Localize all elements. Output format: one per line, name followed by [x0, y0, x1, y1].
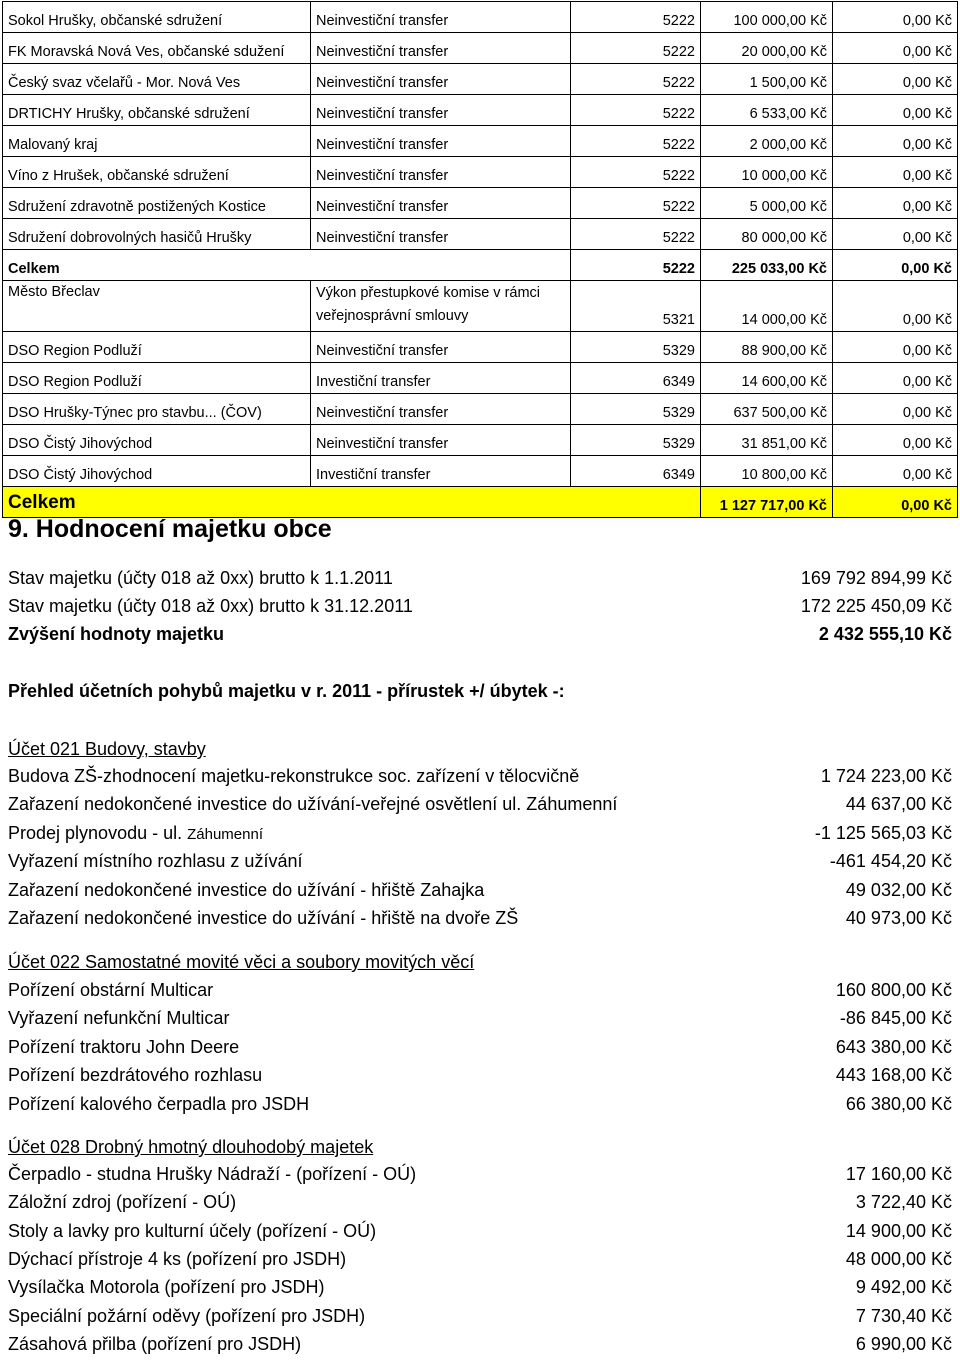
item-code-cell: 5329: [571, 394, 701, 425]
item-value: 6 990,00 Kč: [855, 1333, 952, 1354]
item-code-cell: 5222: [571, 33, 701, 64]
subtotal-code: 5222: [571, 250, 701, 281]
item-value: 66 380,00 Kč: [845, 1093, 952, 1114]
item-label: Vysílačka Motorola (pořízení pro JSDH): [8, 1277, 325, 1298]
transfer-type-cell: Neinvestiční transfer: [311, 219, 571, 250]
amount-cell: 2 000,00 Kč: [701, 126, 833, 157]
transfer-type-cell: [311, 281, 571, 332]
recipient-cell: Město Břeclav: [3, 281, 311, 332]
item-value: 9 492,00 Kč: [855, 1277, 952, 1298]
table-row: [3, 332, 958, 363]
item-code-cell: 6349: [571, 456, 701, 487]
item-value: 3 722,40 Kč: [855, 1192, 952, 1213]
amount-cell: 88 900,00 Kč: [701, 332, 833, 363]
list-item: [8, 766, 952, 794]
item-label: Budova ZŠ-zhodnocení majetku-rekonstrukce soc. zařízení v tělocvičně: [8, 766, 580, 786]
amount-cell: 14 000,00 Kč: [701, 281, 833, 332]
zero-amount-cell: 0,00 Kč: [833, 394, 958, 425]
item-value: 49 032,00 Kč: [845, 879, 952, 900]
table-row: [3, 394, 958, 425]
item-code-cell: 5222: [571, 95, 701, 126]
transfer-type-line: veřejnosprávní smlouvy: [316, 308, 469, 324]
item-code-cell: 5329: [571, 332, 701, 363]
amount-cell: 637 500,00 Kč: [701, 394, 833, 425]
transfer-type-cell: Investiční transfer: [311, 363, 571, 394]
recipient-cell: Víno z Hrušek, občanské sdružení: [3, 157, 311, 188]
zero-amount-cell: 0,00 Kč: [833, 95, 958, 126]
transfer-type-cell: Neinvestiční transfer: [311, 394, 571, 425]
zero-amount-cell: 0,00 Kč: [833, 2, 958, 33]
item-value: 14 900,00 Kč: [845, 1220, 952, 1241]
item-label: Stoly a lavky pro kulturní účely (pořízení - OÚ): [8, 1220, 377, 1241]
account-028-title: Účet 028 Drobný hmotný dlouhodobý majetek: [8, 1137, 374, 1157]
transfer-type-cell: Neinvestiční transfer: [311, 425, 571, 456]
transfer-type-cell: Investiční transfer: [311, 456, 571, 487]
zero-amount-cell: 0,00 Kč: [833, 456, 958, 487]
item-value: 17 160,00 Kč: [845, 1164, 952, 1184]
item-value: 643 380,00 Kč: [835, 1036, 952, 1057]
item-label-part: Prodej plynovodu - ul.: [8, 822, 188, 843]
asset-state-start: Stav majetku (účty 018 až 0xx) brutto k 1.1.2011 169 792 894,99 Kč: [8, 568, 952, 588]
amount-cell: 20 000,00 Kč: [701, 33, 833, 64]
item-code-cell: 6349: [571, 363, 701, 394]
transfer-type-cell: Neinvestiční transfer: [311, 157, 571, 188]
list-item: [8, 1164, 952, 1192]
table-row: [3, 64, 958, 95]
account-022-title: Účet 022 Samostatné movité věci a soubory movitých věcí: [8, 952, 475, 972]
recipient-cell: DSO Hrušky-Týnec pro stavbu... (ČOV): [3, 394, 311, 425]
item-value: 7 730,40 Kč: [855, 1305, 952, 1326]
item-value: 40 973,00 Kč: [845, 908, 952, 928]
zero-amount-cell: 0,00 Kč: [833, 33, 958, 64]
transfer-type-cell: Neinvestiční transfer: [311, 33, 571, 64]
transfer-type-cell: Neinvestiční transfer: [311, 332, 571, 363]
item-value: 443 168,00 Kč: [835, 1065, 952, 1086]
zero-amount-cell: 0,00 Kč: [833, 363, 958, 394]
item-label: Čerpadlo - studna Hrušky Nádraží - (pořízení - OÚ): [8, 1164, 417, 1184]
account-021-title: Účet 021 Budovy, stavby: [8, 739, 206, 759]
recipient-cell: DSO Region Podluží: [3, 363, 311, 394]
recipient-cell: Sokol Hrušky, občanské sdružení: [3, 2, 311, 33]
transfer-type-cell: Neinvestiční transfer: [311, 95, 571, 126]
item-label: Pořízení kalového čerpadla pro JSDH: [8, 1093, 310, 1114]
recipient-cell: Malovaný kraj: [3, 126, 311, 157]
item-label: Zásahová přilba (pořízení pro JSDH): [8, 1333, 302, 1354]
subtotal-amount: 225 033,00 Kč: [701, 250, 833, 281]
item-code-cell: 5222: [571, 126, 701, 157]
list-item: [8, 1192, 952, 1220]
table-row: [3, 219, 958, 250]
recipient-cell: Sdružení dobrovolných hasičů Hrušky: [3, 219, 311, 250]
table-row: [3, 281, 958, 332]
amount-cell: 10 000,00 Kč: [701, 157, 833, 188]
item-label: Zařazení nedokončené investice do užívání - hřiště Zahajka: [8, 879, 485, 900]
item-label: Pořízení traktoru John Deere: [8, 1036, 240, 1057]
zero-amount-cell: 0,00 Kč: [833, 219, 958, 250]
transfers-table: [2, 1, 958, 518]
list-item: [8, 880, 952, 908]
grand-total-row: [3, 487, 958, 518]
table-row: [3, 33, 958, 64]
item-value: 48 000,00 Kč: [845, 1248, 952, 1269]
item-label: Zařazení nedokončené investice do užívání-veřejné osvětlení ul. Záhumenní: [8, 794, 618, 815]
item-label: Pořízení bezdrátového rozhlasu: [8, 1065, 263, 1086]
table-row: [3, 363, 958, 394]
subtotal-zero: 0,00 Kč: [833, 250, 958, 281]
list-item: [8, 1249, 952, 1277]
zero-amount-cell: 0,00 Kč: [833, 332, 958, 363]
item-label: Vyřazení místního rozhlasu z užívání: [8, 851, 303, 872]
item-label: Dýchací přístroje 4 ks (pořízení pro JSDH): [8, 1248, 347, 1269]
recipient-cell: DRTICHY Hrušky, občanské sdružení: [3, 95, 311, 126]
item-value: -461 454,20 Kč: [829, 851, 952, 872]
amount-cell: 31 851,00 Kč: [701, 425, 833, 456]
list-item: [8, 980, 952, 1008]
item-code-cell: 5222: [571, 188, 701, 219]
zero-amount-cell: 0,00 Kč: [833, 425, 958, 456]
recipient-cell: DSO Čistý Jihovýchod: [3, 425, 311, 456]
list-item: [8, 1094, 952, 1122]
subtotal-row: [3, 250, 958, 281]
item-label: [8, 823, 263, 844]
table-row: [3, 425, 958, 456]
table-row: [3, 2, 958, 33]
transfer-type-line: Výkon přestupkové komise v rámci: [316, 285, 541, 301]
recipient-cell: FK Moravská Nová Ves, občanské sdužení: [3, 33, 311, 64]
asset-state-end: Stav majetku (účty 018 až 0xx) brutto k 31.12.2011 172 225 450,09 Kč: [8, 596, 952, 616]
zero-amount-cell: 0,00 Kč: [833, 157, 958, 188]
list-item: [8, 851, 952, 879]
item-value: 44 637,00 Kč: [845, 794, 952, 815]
amount-cell: 5 000,00 Kč: [701, 188, 833, 219]
recipient-cell: DSO Čistý Jihovýchod: [3, 456, 311, 487]
amount-cell: 6 533,00 Kč: [701, 95, 833, 126]
table-row: [3, 95, 958, 126]
list-item: [8, 794, 952, 822]
item-label: Speciální požární oděvy (pořízení pro JSDH): [8, 1305, 366, 1326]
zero-amount-cell: 0,00 Kč: [833, 281, 958, 332]
zero-amount-cell: 0,00 Kč: [833, 126, 958, 157]
item-value: -1 125 565,03 Kč: [814, 822, 952, 843]
list-item: [8, 1008, 952, 1036]
item-value: -86 845,00 Kč: [839, 1008, 952, 1029]
list-item: [8, 1334, 952, 1362]
amount-cell: 14 600,00 Kč: [701, 363, 833, 394]
amount-cell: 80 000,00 Kč: [701, 219, 833, 250]
section-heading: 9. Hodnocení majetku obce: [8, 515, 332, 543]
grand-total-zero: 0,00 Kč: [833, 487, 958, 518]
list-item: [8, 1221, 952, 1249]
transfer-type-cell: Neinvestiční transfer: [311, 2, 571, 33]
asset-increase: Zvýšení hodnoty majetku 2 432 555,10 Kč: [8, 624, 952, 644]
list-item: [8, 1306, 952, 1334]
item-code-cell: 5321: [571, 281, 701, 332]
transfer-type-cell: Neinvestiční transfer: [311, 188, 571, 219]
item-code-cell: 5222: [571, 219, 701, 250]
recipient-cell: DSO Region Podluží: [3, 332, 311, 363]
zero-amount-cell: 0,00 Kč: [833, 188, 958, 219]
movements-overview: Přehled účetních pohybů majetku v r. 2011 - přírustek +/ úbytek -:: [8, 681, 565, 701]
list-item: [8, 908, 952, 936]
item-code-cell: 5222: [571, 157, 701, 188]
list-item: [8, 1037, 952, 1065]
table-row: [3, 456, 958, 487]
recipient-cell: Sdružení zdravotně postižených Kostice: [3, 188, 311, 219]
subtotal-label: Celkem: [3, 250, 571, 281]
item-code-cell: 5222: [571, 2, 701, 33]
item-label: Zařazení nedokončené investice do užívání - hřiště na dvoře ZŠ: [8, 908, 519, 928]
item-label-part: Záhumenní: [187, 825, 263, 843]
list-item: [8, 1065, 952, 1093]
grand-total-label: Celkem: [3, 487, 701, 518]
item-label: Záložní zdroj (pořízení - OÚ): [8, 1192, 237, 1213]
item-label: Pořízení obstární Multicar: [8, 980, 214, 1000]
list-item: [8, 1277, 952, 1305]
grand-total-amount: 1 127 717,00 Kč: [701, 487, 833, 518]
table-row: [3, 188, 958, 219]
transfer-type-cell: Neinvestiční transfer: [311, 126, 571, 157]
zero-amount-cell: 0,00 Kč: [833, 64, 958, 95]
table-row: [3, 157, 958, 188]
amount-cell: 100 000,00 Kč: [701, 2, 833, 33]
list-item: [8, 823, 952, 851]
item-label: Vyřazení nefunkční Multicar: [8, 1008, 230, 1029]
recipient-cell: Český svaz včelařů - Mor. Nová Ves: [3, 64, 311, 95]
item-value: 1 724 223,00 Kč: [820, 766, 952, 786]
amount-cell: 1 500,00 Kč: [701, 64, 833, 95]
item-code-cell: 5329: [571, 425, 701, 456]
item-value: 160 800,00 Kč: [835, 980, 952, 1000]
item-code-cell: 5222: [571, 64, 701, 95]
table-row: [3, 126, 958, 157]
amount-cell: 10 800,00 Kč: [701, 456, 833, 487]
transfer-type-cell: Neinvestiční transfer: [311, 64, 571, 95]
